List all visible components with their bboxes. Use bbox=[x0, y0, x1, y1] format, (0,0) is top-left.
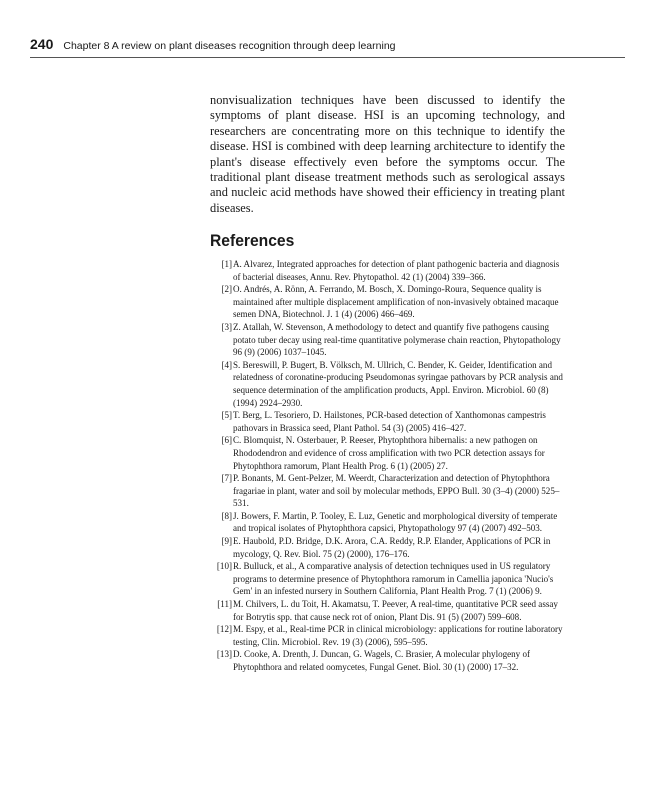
reference-text: R. Bulluck, et al., A comparative analysis of detection techniques used in US regulatory programs to determine presence of Phytophthora ramorum in Camellia japonica 'Nucio's Gem' in an infested nursery in Southern California, Plant Health Prog. 7 (1) (2006) 9. bbox=[233, 561, 554, 597]
reference-item bbox=[210, 283, 566, 321]
reference-number: [7] bbox=[221, 473, 232, 484]
running-header bbox=[30, 36, 625, 58]
reference-number: [9] bbox=[221, 536, 232, 547]
reference-item bbox=[210, 598, 566, 623]
reference-text: J. Bowers, F. Martin, P. Tooley, E. Luz, Genetic and morphological diversity of temperate and tropical isolates of Phytophthora capsici, Phytopathology 97 (4) (2007) 492–503. bbox=[233, 510, 558, 534]
reference-text: O. Andrés, A. Rönn, A. Ferrando, M. Bosch, X. Domingo-Roura, Sequence quality is maintained after multiple displacement amplification of non-invasively obtained macaque semen DNA, Biotechnol. J. 1 (4) (2006) 466–469. bbox=[233, 284, 559, 320]
reference-text: T. Berg, L. Tesoriero, D. Hailstones, PCR-based detection of Xanthomonas campestris pathovars in Brassica seed, Plant Pathol. 54 (3) (2005) 416–427. bbox=[233, 410, 546, 433]
reference-text: C. Blomquist, N. Osterbauer, P. Reeser, Phytophthora hibernalis: a new pathogen on Rhododendron and evidence of cross amplification with two PCR detection assays for Phytophthora ramorum, Plant Health Prog. 6 (1) (2005) 27. bbox=[233, 435, 545, 471]
running-title: Chapter 8 A review on plant diseases recognition through deep learning bbox=[63, 40, 396, 52]
reference-number: [10] bbox=[216, 561, 232, 572]
reference-item bbox=[210, 321, 566, 359]
reference-number: [4] bbox=[221, 359, 232, 370]
reference-number: [11] bbox=[217, 599, 232, 610]
reference-item bbox=[210, 472, 566, 510]
reference-text: P. Bonants, M. Gent-Pelzer, M. Weerdt, Characterization and detection of Phytophthora fragariae in plant, water and soil by molecular methods, EPPO Bull. 30 (3–4) (2000) 525–531. bbox=[233, 473, 560, 509]
reference-text: D. Cooke, A. Drenth, J. Duncan, G. Wagels, C. Brasier, A molecular phylogeny of Phytophthora and related oomycetes, Fungal Genet. Biol. 30 (1) (2000) 17–32. bbox=[233, 649, 530, 672]
reference-text: M. Espy, et al., Real-time PCR in clinical microbiology: applications for routine laboratory testing, Clin. Microbiol. Rev. 19 (3) (2006), 595–595. bbox=[233, 624, 563, 647]
reference-item bbox=[210, 434, 566, 472]
reference-item bbox=[210, 359, 566, 409]
reference-number: [8] bbox=[221, 510, 232, 521]
reference-number: [6] bbox=[221, 435, 232, 446]
reference-item bbox=[210, 648, 566, 673]
reference-text: E. Haubold, P.D. Bridge, D.K. Arora, C.A. Reddy, R.P. Elander, Applications of PCR in mycology, Q. Rev. Biol. 75 (2) (2000), 176–176. bbox=[233, 536, 551, 559]
page-number: 240 bbox=[30, 36, 54, 52]
reference-item bbox=[210, 560, 566, 598]
reference-item bbox=[210, 409, 566, 434]
reference-item bbox=[210, 535, 566, 560]
reference-text: Z. Atallah, W. Stevenson, A methodology to detect and quantify five pathogens causing potato tuber decay using real-time quantitative polymerase chain reaction, Phytopathology 96 (9) (2006) 1037–1045. bbox=[233, 321, 561, 358]
reference-number: [12] bbox=[216, 624, 232, 635]
reference-text: M. Chilvers, L. du Toit, H. Akamatsu, T. Peever, A real-time, quantitative PCR seed assay for Botrytis spp. that cause neck rot of onion, Plant Dis. 91 (5) (2007) 599–608. bbox=[233, 599, 558, 622]
body-paragraph: nonvisualization techniques have been discussed to identify the symptoms of plant disease. HSI is an upcoming technology, and researchers are concentrating more on this technique to identify the disease. HSI is combined with deep learning architecture to identify the plant's disease effectively even before the symptoms occur. The traditional plant disease treatment methods such as serological assays and nucleic acid methods have showed their efficiency in treating plant diseases. bbox=[210, 93, 565, 215]
reference-number: [3] bbox=[221, 321, 232, 332]
reference-item bbox=[210, 510, 566, 535]
reference-number: [1] bbox=[221, 259, 232, 269]
reference-number: [13] bbox=[216, 649, 232, 660]
reference-list bbox=[210, 258, 566, 674]
reference-text: A. Alvarez, Integrated approaches for detection of plant pathogenic bacteria and diagnosis of bacterial diseases, Annu. Rev. Phytopathol. 42 (1) (2004) 339–366. bbox=[233, 259, 560, 282]
reference-item bbox=[210, 258, 566, 283]
reference-text: S. Bereswill, P. Bugert, B. Völksch, M. Ullrich, C. Bender, K. Geider, Identification and relatedness of coronatine-producing Pseudomonas syringae pathovars by PCR analysis and sequence determination of the amplification products, Appl. Environ. Microbiol. 60 (8) (1994) 2924–2930. bbox=[233, 359, 563, 408]
references-heading: References bbox=[210, 231, 295, 250]
reference-number: [5] bbox=[221, 410, 232, 421]
reference-item bbox=[210, 623, 566, 648]
reference-number: [2] bbox=[221, 284, 232, 295]
